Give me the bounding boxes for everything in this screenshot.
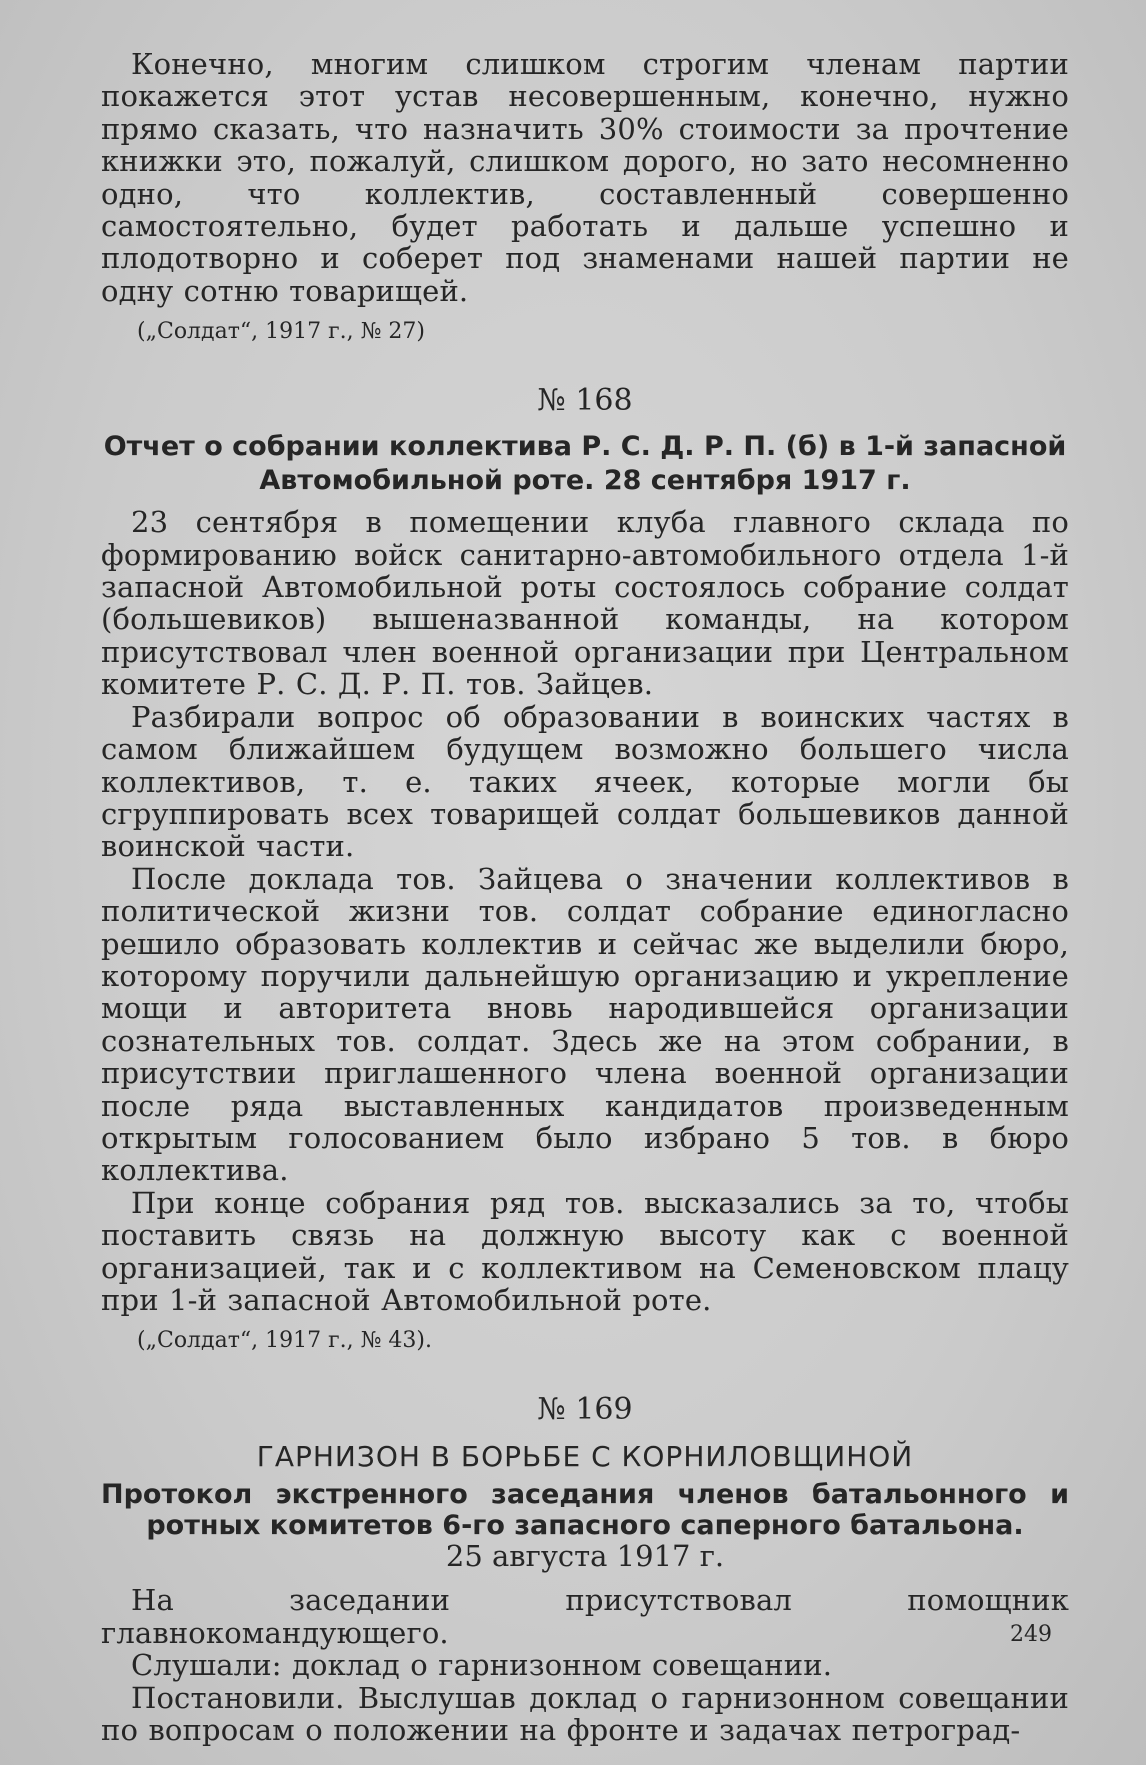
doc169-paragraph: На заседании присутствовал помощник главнокомандующего. bbox=[101, 1583, 1069, 1650]
doc168-paragraph: Разбирали вопрос об образовании в воинских частях в самом ближайшем будущем возможно большего числа коллективов, т. е. таких ячеек, которые могли бы сгруппировать всех товарищей солдат большевиков данной воинской части. bbox=[101, 699, 1069, 864]
doc168-title-line1: Отчет о собрании коллектива Р. С. Д. Р. П. (б) в 1-й запасной bbox=[103, 431, 1067, 463]
doc168-paragraph: При конце собрания ряд тов. высказались за то, чтобы поставить связь на должную высоту как с военной организацией, так и с коллективом на Семеновском плацу при 1-й запасной Автомобильной роте. bbox=[101, 1185, 1069, 1317]
doc169-section-title: ГАРНИЗОН В БОРЬБЕ С КОРНИЛОВЩИНОЙ bbox=[256, 1440, 914, 1474]
doc169-paragraph: Постановили. Выслушав доклад о гарнизонном совещании по вопросам о положении на фронте и задачах петроград- bbox=[101, 1680, 1069, 1748]
doc169-title-text: Протокол экстренного заседания членов батальонного и ротных комитетов 6-го запасного саперного батальона. bbox=[101, 1479, 1069, 1542]
doc168-title bbox=[101, 430, 1069, 498]
doc169-paragraph: Слушали: доклад о гарнизонном совещании. bbox=[131, 1648, 833, 1683]
doc169-number: № 169 bbox=[537, 1392, 633, 1428]
doc168-title-line2: Автомобильной роте. 28 сентября 1917 г. bbox=[259, 465, 911, 497]
doc168-paragraph: 23 сентября в помещении клуба главного склада по формированию войск санитарно-автомобильного отдела 1-й запасной Автомобильной роты состоялось собрание солдат (большевиков) вышеназванной команды, на котором присутствовал член военной организации при Центральном комитете Р. С. Д. Р. П. тов. Зайцев. bbox=[101, 505, 1069, 702]
doc168-source: („Солдат“, 1917 г., № 43). bbox=[137, 1328, 432, 1354]
doc169-date: 25 августа 1917 г. bbox=[445, 1539, 725, 1574]
doc169-title bbox=[101, 1479, 1069, 1572]
intro-paragraph: Конечно, многим слишком строгим членам партии покажется этот устав несовершенным, конечно, нужно прямо сказать, что назначить 30% стоимости за прочтение книжки это, пожалуй, слишком дорого, но зато несомненно одно, что коллектив, составленный совершенно самостоятельно, будет работать и дальше успешно и плодотворно и соберет под знаменами нашей партии не одну сотню товарищей. bbox=[101, 47, 1069, 308]
page-number: 249 bbox=[1010, 1622, 1052, 1647]
intro-source: („Солдат“, 1917 г., № 27) bbox=[137, 319, 425, 345]
page-content bbox=[101, 48, 1069, 1746]
doc168-number: № 168 bbox=[537, 383, 633, 419]
doc168-paragraph: После доклада тов. Зайцева о значении коллективов в политической жизни тов. солдат собрание единогласно решило образовать коллектив и сейчас же выделили бюро, которому поручили дальнейшую организацию и укрепление мощи и авторитета вновь народившейся организации сознательных тов. солдат. Здесь же на этом собрании, в присутствии приглашенного члена военной организации после ряда выставленных кандидатов произведенным открытым голосованием было избрано 5 тов. в бюро коллектива. bbox=[101, 861, 1069, 1188]
